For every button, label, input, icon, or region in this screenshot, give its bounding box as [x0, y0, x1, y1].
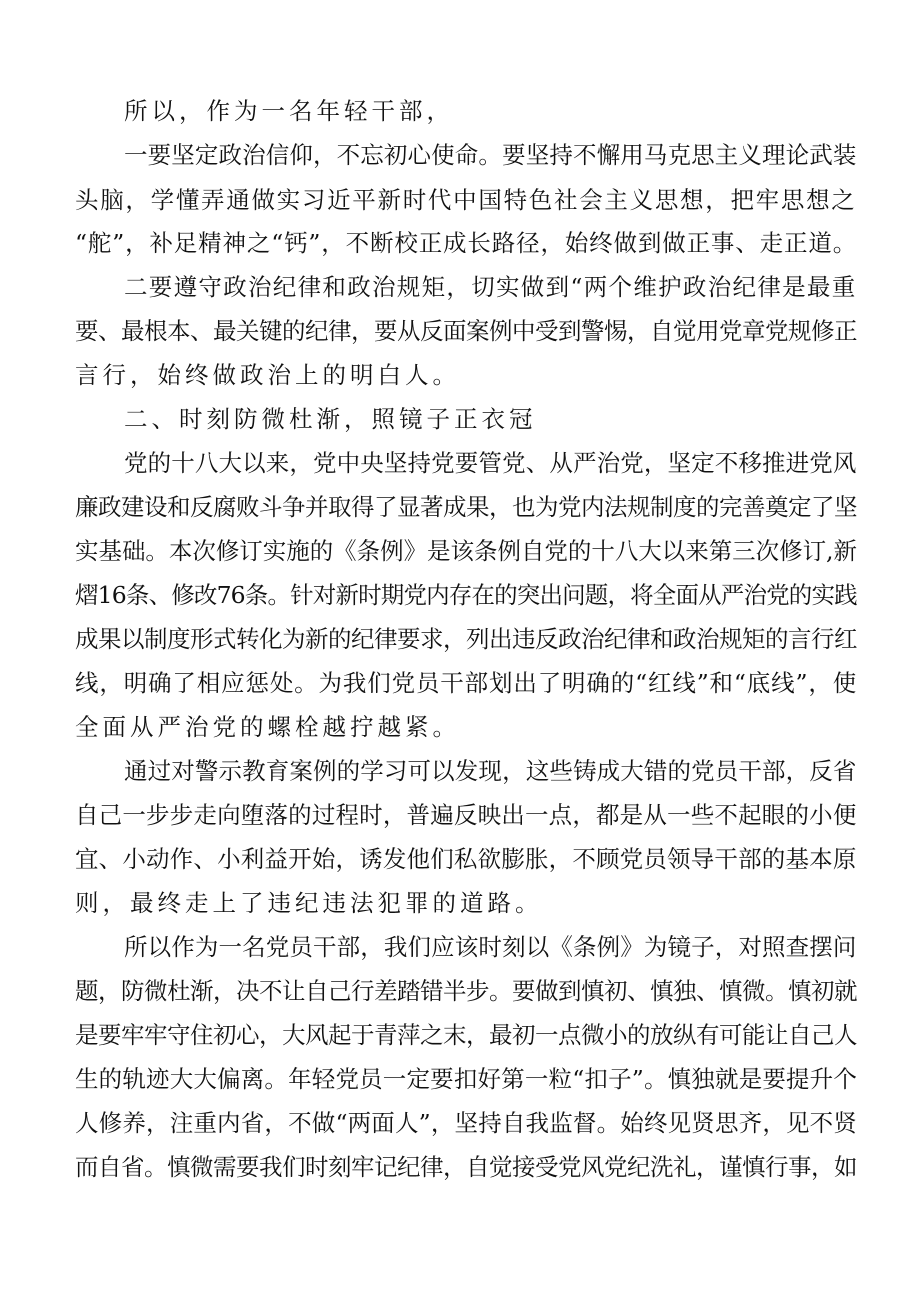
paragraph-1-line-1: 所以，作为一名年轻干部， [124, 97, 454, 125]
paragraph-5-line-3: 实基础。本次修订实施的《条例》是该条例自党的十八大以来第三次修订,新 [75, 537, 857, 565]
paragraph-7-line-3: 是要牢牢守住初心，大风起于青萍之末，最初一点微小的放纵有可能让自己人 [75, 1021, 857, 1049]
paragraph-6-line-4: 则，最终走上了违纪违法犯罪的道路。 [75, 889, 543, 917]
paragraph-5-line-4: 熠16条、修改76条。针对新时期党内存在的突出问题，将全面从严治党的实践 [75, 581, 857, 609]
paragraph-3-line-3: 言行，始终做政治上的明白人。 [75, 361, 460, 389]
paragraph-7-line-4: 生的轨迹大大偏离。年轻党员一定要扣好第一粒“扣子”。慎独就是要提升个 [75, 1065, 858, 1093]
paragraph-7-line-6: 而自省。慎微需要我们时刻牢记纪律，自觉接受党风党纪洗礼，谨慎行事，如 [75, 1153, 857, 1181]
section-heading: 二、时刻防微杜渐，照镜子正衣冠 [124, 405, 537, 433]
paragraph-5-line-2: 廉政建设和反腐败斗争并取得了显著成果，也为党内法规制度的完善奠定了坚 [75, 493, 857, 521]
paragraph-3-line-1: 二要遵守政治纪律和政治规矩，切实做到“两个维护政治纪律是最重 [124, 273, 857, 301]
paragraph-7-line-1: 所以作为一名党员干部，我们应该时刻以《条例》为镜子，对照查摆问 [124, 933, 857, 961]
paragraph-5-line-7: 全面从严治党的螺栓越拧越紧。 [75, 713, 460, 741]
paragraph-6-line-3: 宜、小动作、小利益开始，诱发他们私欲膨胀，不顾党员领导干部的基本原 [75, 845, 857, 873]
paragraph-5-line-6: 线，明确了相应惩处。为我们党员干部划出了明确的“红线”和“底线”，使 [75, 669, 858, 697]
paragraph-7-line-2: 题，防微杜渐，决不让自己行差踏错半步。要做到慎初、慎独、慎微。慎初就 [75, 977, 857, 1005]
paragraph-2-line-3: “舵”，补足精神之“钙”，不断校正成长路径，始终做到做正事、走正道。 [75, 229, 858, 257]
paragraph-2-line-1: 一要坚定政治信仰，不忘初心使命。要坚持不懈用马克思主义理论武装 [124, 141, 857, 169]
paragraph-2-line-2: 头脑，学懂弄通做实习近平新时代中国特色社会主义思想，把牢思想之 [75, 186, 857, 214]
paragraph-5-line-1: 党的十八大以来，党中央坚持党要管党、从严治党，坚定不移推进党风 [124, 449, 857, 477]
paragraph-7-line-5: 人修养，注重内省，不做“两面人”，坚持自我监督。始终见贤思齐，见不贤 [75, 1109, 858, 1137]
paragraph-6-line-1: 通过对警示教育案例的学习可以发现，这些铸成大错的党员干部，反省 [124, 757, 857, 785]
paragraph-3-line-2: 要、最根本、最关键的纪律，要从反面案例中受到警惕，自觉用党章党规修正 [75, 317, 857, 345]
paragraph-6-line-2: 自己一步步走向堕落的过程时，普遍反映出一点，都是从一些不起眼的小便 [75, 801, 857, 829]
paragraph-5-line-5: 成果以制度形式转化为新的纪律要求，列出违反政治纪律和政治规矩的言行红 [75, 625, 857, 653]
